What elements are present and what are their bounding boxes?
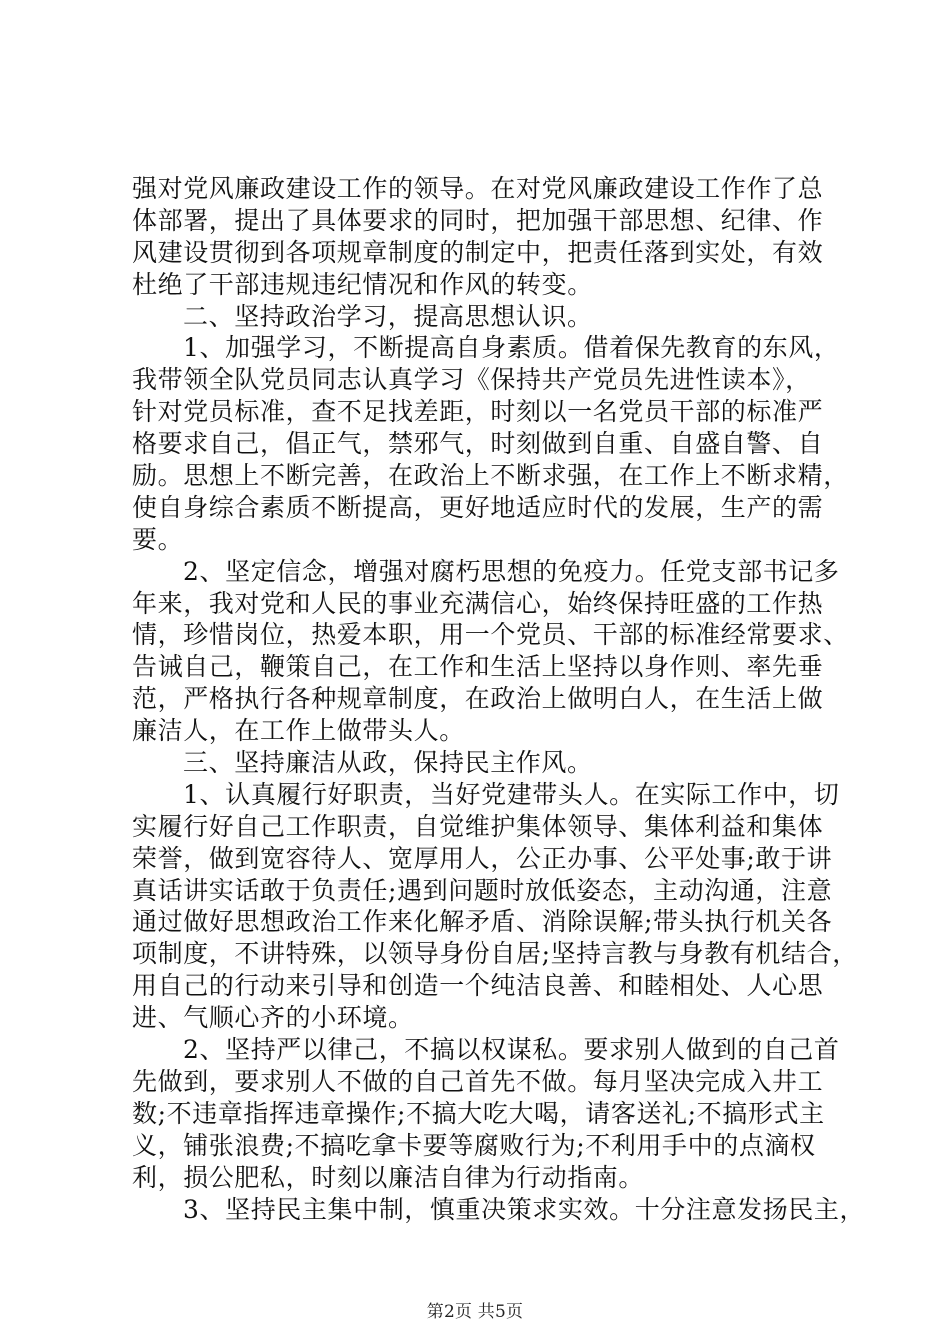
text-line: 年来，我对党和人民的事业充满信心，始终保持旺盛的工作热 — [132, 588, 824, 618]
text-line: 格要求自己，倡正气，禁邪气，时刻做到自重、自盛自警、自 — [132, 429, 824, 459]
text-line: 要。 — [132, 524, 184, 554]
text-line: 利，损公肥私，时刻以廉洁自律为行动指南。 — [132, 1162, 645, 1192]
text-line: 义，铺张浪费;不搞吃拿卡要等腐败行为;不利用手中的点滴权 — [132, 1130, 816, 1160]
text-line: 真话讲实话敢于负责任;遇到问题时放低姿态，主动沟通，注意 — [132, 875, 833, 905]
text-line: 数;不违章指挥违章操作;不搞大吃大喝，请客送礼;不搞形式主 — [132, 1098, 825, 1128]
section-heading: 三、坚持廉洁从政，保持民主作风。 — [183, 748, 593, 778]
text-line: 励。思想上不断完善，在政治上不断求强，在工作上不断求精， — [132, 461, 849, 491]
text-line: 廉洁人，在工作上做带头人。 — [132, 716, 465, 746]
text-line: 2、坚持严以律己，不搞以权谋私。要求别人做到的自己首 — [183, 1035, 840, 1065]
text-line: 针对党员标准，查不足找差距，时刻以一名党员干部的标准严 — [132, 397, 824, 427]
text-line: 1、认真履行好职责，当好党建带头人。在实际工作中，切 — [183, 779, 840, 809]
text-line: 风建设贯彻到各项规章制度的制定中，把责任落到实处，有效 — [132, 237, 824, 267]
text-line: 1、加强学习，不断提高自身素质。借着保先教育的东风， — [183, 333, 840, 363]
text-line: 范，严格执行各种规章制度，在政治上做明白人，在生活上做 — [132, 684, 824, 714]
text-line: 先做到，要求别人不做的自己首先不做。每月坚决完成入井工 — [132, 1066, 824, 1096]
text-line: 使自身综合素质不断提高，更好地适应时代的发展，生产的需 — [132, 492, 824, 522]
text-line: 用自己的行动来引导和创造一个纯洁良善、和睦相处、人心思 — [132, 971, 824, 1001]
page-number: 第2页 共5页 — [426, 1302, 524, 1322]
text-line: 通过做好思想政治工作来化解矛盾、消除误解;带头执行机关各 — [132, 907, 833, 937]
text-line: 告诫自己，鞭策自己，在工作和生活上坚持以身作则、率先垂 — [132, 652, 824, 682]
text-line: 情，珍惜岗位，热爱本职，用一个党员、干部的标准经常要求、 — [132, 620, 849, 650]
text-line: 进、气顺心齐的小环境。 — [132, 1003, 414, 1033]
text-line: 项制度，不讲特殊，以领导身份自居;坚持言教与身教有机结合， — [132, 939, 858, 969]
text-line: 体部署，提出了具体要求的同时，把加强干部思想、纪律、作 — [132, 205, 824, 235]
text-line: 我带领全队党员同志认真学习《保持共产党员先进性读本》， — [132, 365, 811, 395]
text-line: 2、坚定信念，增强对腐朽思想的免疫力。任党支部书记多 — [183, 556, 840, 586]
text-line: 荣誉，做到宽容待人、宽厚用人，公正办事、公平处事;敢于讲 — [132, 843, 833, 873]
text-line: 实履行好自己工作职责，自觉维护集体领导、集体利益和集体 — [132, 811, 824, 841]
text-line: 3、坚持民主集中制，慎重决策求实效。十分注意发扬民主， — [183, 1194, 866, 1224]
document-body — [132, 173, 866, 1225]
text-line: 强对党风廉政建设工作的领导。在对党风廉政建设工作作了总 — [132, 174, 824, 203]
text-line: 杜绝了干部违规违纪情况和作风的转变。 — [132, 269, 593, 299]
section-heading: 二、坚持政治学习，提高思想认识。 — [183, 301, 593, 331]
